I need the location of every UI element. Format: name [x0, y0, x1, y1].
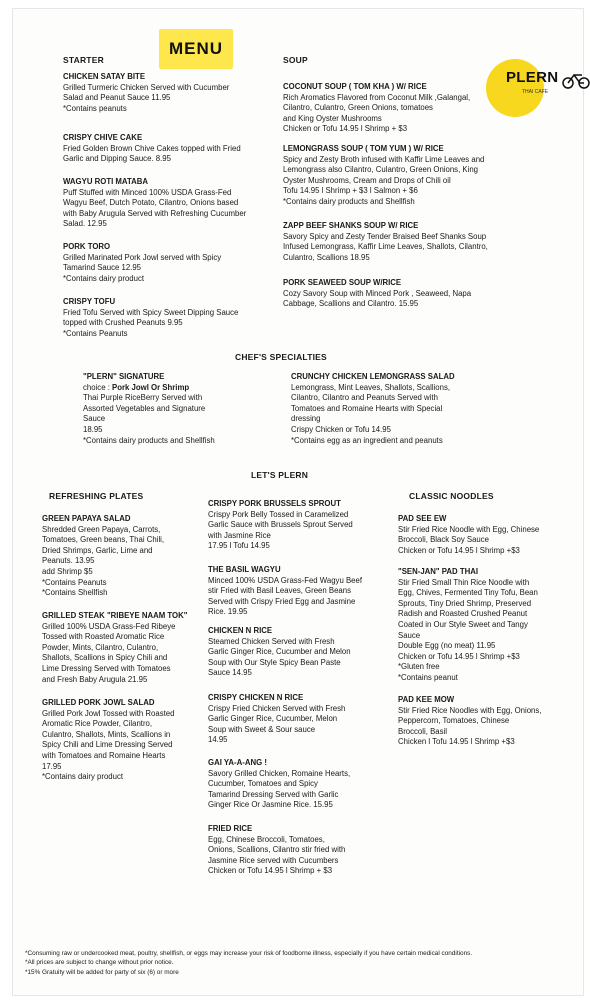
noodle-item — [398, 567, 573, 684]
footer-note: *Consuming raw or undercooked meat, poultry, shellfish, or eggs may increase your risk of foodborne illness, especially if you have certain medical conditions. — [25, 950, 473, 957]
noodle-item — [398, 514, 573, 556]
item-desc: Stir Fried Small Thin Rice Noodle with Egg, Chives, Fermented Tiny Tofu, Bean Sprouts, Tiny Dried Shrimp, Preserved Radish and Roasted Crushed Peanut Coated in Our Style Sweet and Tangy Sauce Double Egg (no meat) 11.95 Chicken or Tofu 14.95 l Shrimp +$3 *Gluten free *Contains peanut — [398, 577, 538, 682]
crunchy-salad-item — [291, 372, 491, 446]
item-title: GRILLED STEAK "RIBEYE NAAM TOK" — [42, 611, 188, 620]
item-desc: Steamed Chicken Served with Fresh Garlic Ginger Rice, Cucumber and Melon Soup with Our Style Spicy Bean Paste Sauce 14.95 — [208, 636, 351, 678]
footer-note: *All prices are subject to change without prior notice. — [25, 959, 174, 967]
item-title: CRISPY CHIVE CAKE — [63, 133, 143, 142]
item-title: CRISPY CHICKEN N RICE — [208, 693, 304, 702]
item-desc: Puff Stuffed with Minced 100% USDA Grass-Fed Wagyu Beef, Dutch Potato, Cilantro, Onions based with Baby Arugula Served with Refreshing Cucumber Salad. 12.95 — [63, 187, 247, 229]
choice-label: choice : — [83, 382, 113, 392]
refreshing-item — [42, 514, 212, 599]
item-title: WAGYU ROTI MATABA — [63, 177, 149, 186]
logo-tagline: THAI CAFE — [522, 89, 549, 95]
footer-note: *15% Gratuity will be added for party of six (6) or more — [25, 968, 179, 976]
starter-item — [63, 72, 278, 114]
refreshing-item — [42, 611, 212, 685]
main-item — [208, 693, 393, 746]
item-title: LEMONGRASS SOUP ( TOM YUM ) W/ RICE — [283, 144, 444, 153]
starter-heading: STARTER — [63, 55, 104, 65]
item-desc: Savory Grilled Chicken, Romaine Hearts, Cucumber, Tomatoes and Spicy Tamarind Dressing Served with Garlic Ginger Rice Or Jasmine Rice. 15.95 — [208, 768, 351, 810]
item-title: PAD KEE MOW — [398, 695, 455, 704]
item-title: CHICKEN N RICE — [208, 626, 273, 635]
starter-item — [63, 297, 278, 339]
item-title: FRIED RICE — [208, 824, 253, 833]
lets-plern-heading: LET'S PLERN — [251, 470, 309, 480]
item-desc: Stir Fried Rice Noodles with Egg, Onions, Peppercorn, Tomatoes, Chinese Broccoli, Basil Chicken l Tofu 14.95 l Shrimp +$3 — [398, 705, 542, 747]
item-title: "SEN-JAN" PAD THAI — [398, 567, 479, 576]
menu-title: MENU — [168, 39, 224, 58]
item-desc: Rich Aromatics Flavored from Coconut Milk ,Galangal, Cilantro, Culantro, Green Onions, tomatoes and King Oyster Mushrooms Chicken or Tofu 14.95 l Shrimp + $3 — [283, 92, 471, 134]
footer-notes — [25, 949, 585, 977]
item-desc: Grilled Pork Jowl Tossed with Roasted Aromatic Rice Powder, Cilantro, Culantro, Shallots, Mints, Scallions in Spicy Chili and Lime Dressing Served with Tomatoes and Romaine Hearts 17.95 *Contains dairy product — [42, 708, 175, 782]
main-item — [208, 626, 393, 679]
item-title: COCONUT SOUP ( TOM KHA ) W/ RICE — [283, 82, 427, 91]
item-desc: Grilled Marinated Pork Jowl served with Spicy Tamarind Sauce 12.95 *Contains dairy product — [63, 252, 222, 283]
soup-item — [283, 144, 543, 208]
item-desc: Shredded Green Papaya, Carrots, Tomatoes, Green beans, Thai Chili, Dried Shrimps, Garlic, Lime and Peanuts. 13.95 add Shrimp $5 *Contains Peanuts *Contains Shellfish — [42, 524, 165, 598]
item-title: GREEN PAPAYA SALAD — [42, 514, 131, 523]
soup-item — [283, 82, 513, 135]
item-title: CRISPY TOFU — [63, 297, 116, 306]
item-desc: Egg, Chinese Broccoli, Tomatoes, Onions, Scallions, Cilantro stir fried with Jasmine Rice served with Cucumbers Chicken or Tofu 14.95 l Shrimp + $3 — [208, 834, 346, 876]
item-title: THE BASIL WAGYU — [208, 565, 281, 574]
item-desc: Minced 100% USDA Grass-Fed Wagyu Beef stir Fried with Basil Leaves, Green Beans Served with Crispy Fried Egg and Jasmine Rice. 19.95 — [208, 575, 362, 617]
item-title: PAD SEE EW — [398, 514, 447, 523]
item-title: CRUNCHY CHICKEN LEMONGRASS SALAD — [291, 372, 455, 381]
signature-item — [83, 372, 283, 446]
item-desc: Cozy Savory Soup with Minced Pork , Seaweed, Napa Cabbage, Scallions and Cilantro. 15.95 — [283, 288, 472, 309]
item-desc: Crispy Pork Belly Tossed in Caramelized Garlic Sauce with Brussels Sprout Served with Jasmine Rice 17.95 l Tofu 14.95 — [208, 509, 353, 551]
classic-noodles-heading: CLASSIC NOODLES — [409, 491, 494, 501]
main-item — [208, 565, 393, 618]
item-desc: Stir Fried Rice Noodle with Egg, Chinese Broccoli, Black Soy Sauce Chicken or Tofu 14.95 l Shrimp +$3 — [398, 524, 540, 555]
starter-item — [63, 242, 278, 284]
menu-page — [12, 8, 584, 996]
refreshing-plates-heading: REFRESHING PLATES — [49, 491, 144, 501]
soup-item — [283, 278, 543, 310]
main-item — [208, 499, 393, 552]
starter-item — [63, 133, 278, 165]
item-desc: Savory Spicy and Zesty Tender Braised Beef Shanks Soup Infused Lemongrass, Kaffir Lime Leaves, Shallots, Cilantro, Culantro, Scallions 18.95 — [283, 231, 488, 262]
item-title: GRILLED PORK JOWL SALAD — [42, 698, 155, 707]
item-title: PORK TORO — [63, 242, 111, 251]
item-desc: Spicy and Zesty Broth infused with Kaffir Lime Leaves and Lemongrass also Cilantro, Culantro, Green Onions, King Oyster Mushrooms, Cream and Drops of Chili oil Tofu 14.95 l Shrimp + $3 l Salmon + $6 *Contains dairy products and Shellfish — [283, 154, 485, 206]
starter-item — [63, 177, 278, 230]
item-title: ZAPP BEEF SHANKS SOUP W/ RICE — [283, 221, 419, 230]
item-desc: Fried Golden Brown Chive Cakes topped with Fried Garlic and Dipping Sauce. 8.95 — [63, 143, 241, 164]
main-item — [208, 824, 393, 877]
item-desc: Crispy Fried Chicken Served with Fresh Garlic Ginger Rice, Cucumber, Melon Soup with Sweet & Sour sauce 14.95 — [208, 703, 346, 745]
item-title: PORK SEAWEED SOUP W/RICE — [283, 278, 402, 287]
main-item — [208, 758, 393, 811]
item-desc: Grilled 100% USDA Grass-Fed Ribeye Tossed with Roasted Aromatic Rice Powder, Mints, Cilantro, Culantro, Shallots, Scallions in Spicy Chili and Lime Dressing Served with Tomatoes and Fresh Baby Arugula 21.95 — [42, 621, 176, 684]
bicycle-icon — [562, 71, 590, 89]
item-desc: Grilled Turmeric Chicken Served with Cucumber Salad and Peanut Sauce 11.95 *Contains peanuts — [63, 82, 230, 113]
logo-name: PLERN — [506, 69, 559, 86]
soup-item — [283, 221, 543, 263]
choice-value: Pork Jowl Or Shrimp — [112, 382, 190, 392]
item-desc: Lemongrass, Mint Leaves, Shallots, Scallions, Cilantro, Cilantro and Peanuts Served with Tomatoes and Romaine Hearts with Special dressing Crispy Chicken or Tofu 14.95 *Contains egg as an ingredient and peanuts — [291, 382, 451, 445]
menu-title-badge — [159, 29, 233, 69]
item-desc: Fried Tofu Served with Spicy Sweet Dipping Sauce topped with Crushed Peanuts 9.95 *Contains Peanuts — [63, 307, 239, 338]
refreshing-item — [42, 698, 212, 783]
item-title: GAI YA-A-ANG ! — [208, 758, 267, 767]
item-desc: Thai Purple RiceBerry Served with Assorted Vegetables and Signature Sauce 18.95 *Contains dairy products and Shellfish — [83, 393, 215, 445]
item-title: CRISPY PORK BRUSSELS SPROUT — [208, 499, 341, 508]
noodle-item — [398, 695, 573, 748]
item-title: "PLERN" SIGNATURE — [83, 372, 165, 381]
item-title: CHICKEN SATAY BITE — [63, 72, 146, 81]
chefs-specialties-heading: CHEF'S SPECIALTIES — [235, 352, 327, 362]
soup-heading: SOUP — [283, 55, 308, 65]
